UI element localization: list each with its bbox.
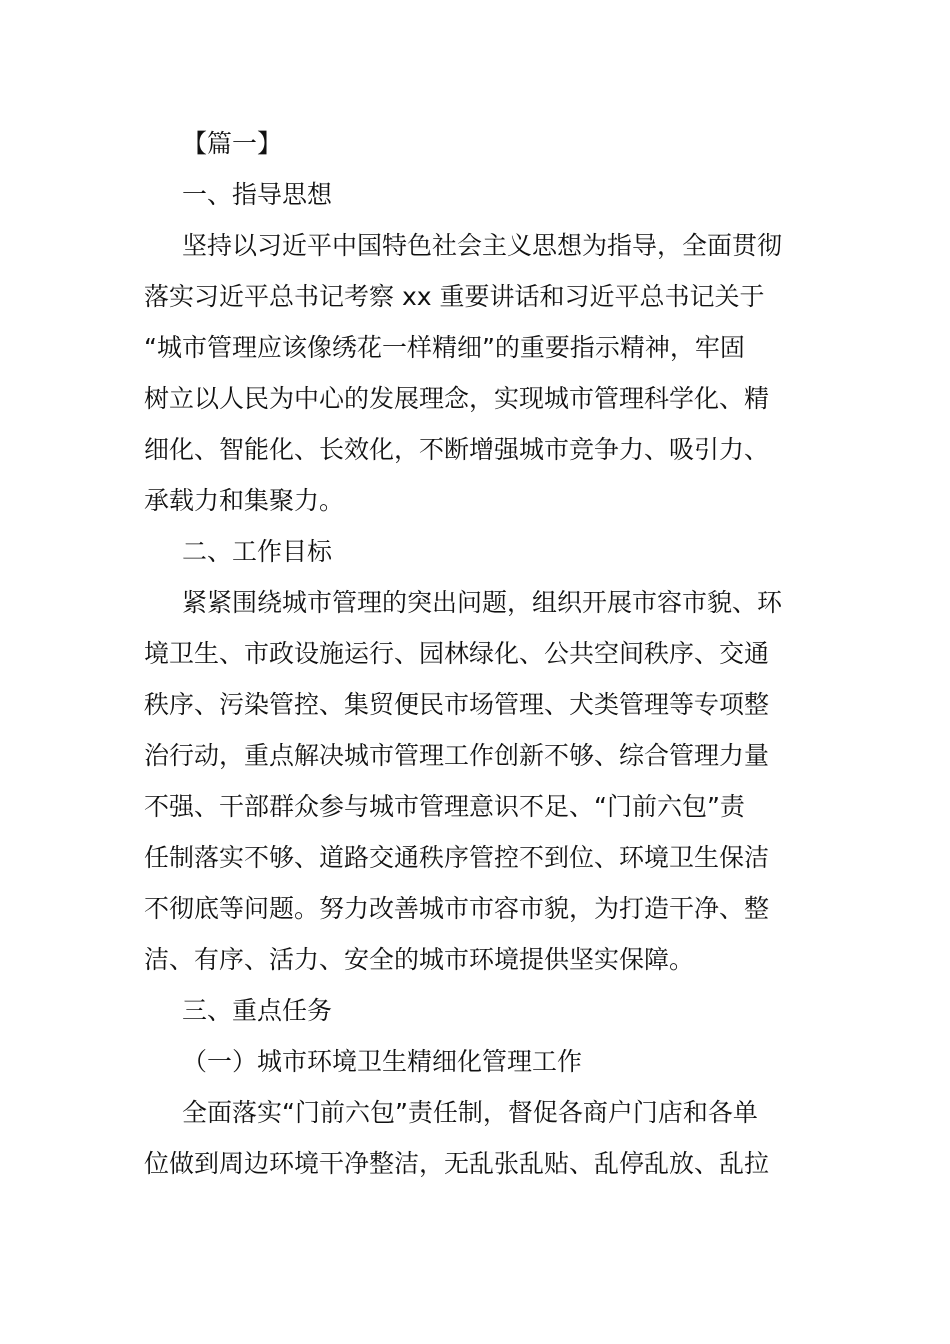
paragraph-line: 境卫生、市政设施运行、园林绿化、公共空间秩序、交通 <box>144 639 770 668</box>
paragraph-line: 树立以人民为中心的发展理念，实现城市管理科学化、精 <box>144 384 770 413</box>
paragraph-line: 洁、有序、活力、安全的城市环境提供坚实保障。 <box>144 945 695 974</box>
section-heading: 一、指导思想 <box>182 180 333 209</box>
paragraph-line: 秩序、污染管控、集贸便民市场管理、犬类管理等专项整 <box>144 690 770 719</box>
subsection-heading: （一）城市环境卫生精细化管理工作 <box>182 1047 583 1076</box>
paragraph-line: 不强、干部群众参与城市管理意识不足、“门前六包”责 <box>144 792 745 821</box>
paragraph-line: 紧紧围绕城市管理的突出问题，组织开展市容市貌、环 <box>182 588 783 617</box>
paragraph-line: 细化、智能化、长效化，不断增强城市竞争力、吸引力、 <box>144 435 770 464</box>
paragraph-line: 坚持以习近平中国特色社会主义思想为指导，全面贯彻 <box>182 231 783 260</box>
paragraph-line: 任制落实不够、道路交通秩序管控不到位、环境卫生保洁 <box>144 843 770 872</box>
paragraph-line: “城市管理应该像绣花一样精细”的重要指示精神，牢固 <box>144 333 745 362</box>
paragraph-line: 承载力和集聚力。 <box>144 486 345 515</box>
paragraph-line: 治行动，重点解决城市管理工作创新不够、综合管理力量 <box>144 741 770 770</box>
section-heading: 二、工作目标 <box>182 537 333 566</box>
section-heading: 三、重点任务 <box>182 996 333 1025</box>
paragraph-line: 位做到周边环境干净整洁，无乱张乱贴、乱停乱放、乱拉 <box>144 1149 770 1178</box>
paragraph-line: 落实习近平总书记考察 xx 重要讲话和习近平总书记关于 <box>144 282 765 311</box>
paragraph-line: 不彻底等问题。努力改善城市市容市貌，为打造干净、整 <box>144 894 770 923</box>
paragraph-line: 全面落实“门前六包”责任制，督促各商户门店和各单 <box>182 1098 758 1127</box>
article-label: 【篇一】 <box>182 129 283 158</box>
document-body <box>144 118 810 1189</box>
